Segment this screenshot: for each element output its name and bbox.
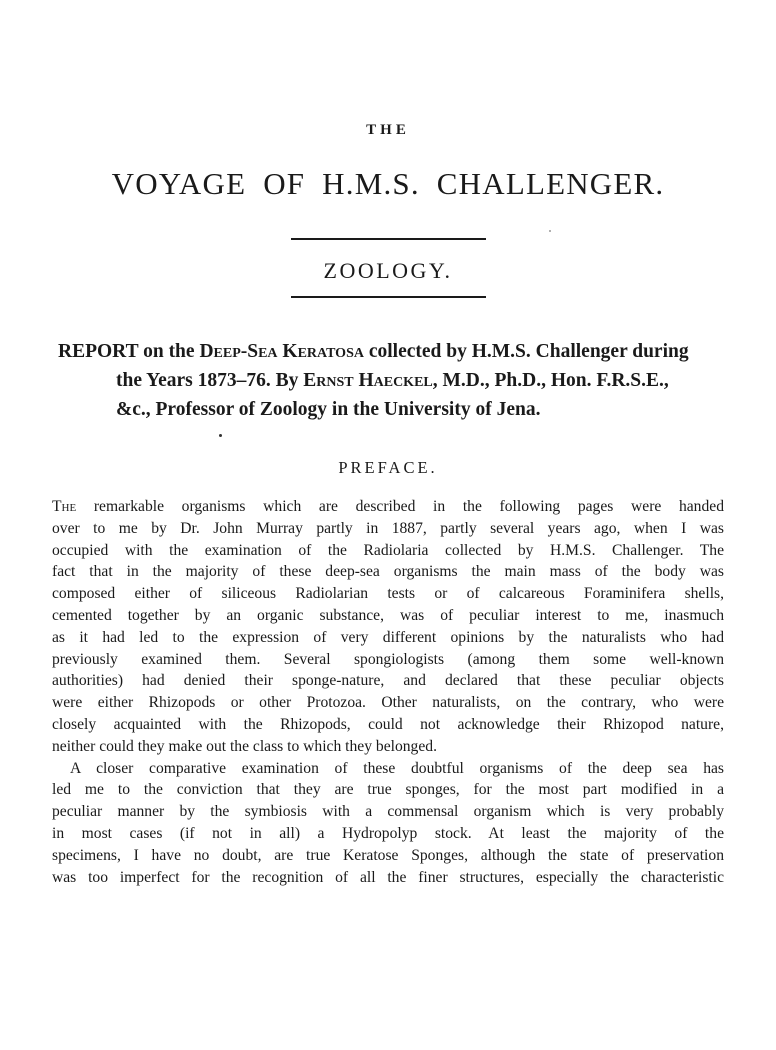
report-subject: Deep-Sea Keratosa xyxy=(199,341,364,362)
report-text: collected by H.M.S. Challenger during xyxy=(363,341,689,362)
report-text: REPORT on the xyxy=(58,341,200,362)
paragraph-line: were either Rhizopods or other Protozoa. Other naturalists, on the contrary, who were xyxy=(52,694,724,712)
paragraph-line: previously examined them. Several spongiologists (among them some well-known xyxy=(52,650,724,668)
paragraph-line: cemented together by an organic substance, was of peculiar interest to me, inasmuch xyxy=(52,606,724,624)
rule-divider-top xyxy=(291,238,486,240)
preface-heading: PREFACE. xyxy=(338,458,438,477)
paragraph-line: was too imperfect for the recognition of all the finer structures, especially the characteristic xyxy=(52,868,724,886)
print-speck xyxy=(549,230,551,232)
line-text: remarkable organisms which are described in the following pages were handed xyxy=(76,498,724,515)
series-label: THE xyxy=(366,122,410,138)
drop-word: The xyxy=(52,498,77,515)
paragraph-line: peculiar manner by the symbiosis with a commensal organism which is very probably xyxy=(52,803,724,821)
paragraph-line: specimens, I have no doubt, are true Keratose Sponges, although the state of preservation xyxy=(52,846,724,864)
report-line-3: &c., Professor of Zoology in the University of Jena. xyxy=(116,399,541,420)
report-text: , M.D., Ph.D., Hon. F.R.S.E., xyxy=(432,370,669,391)
paragraph-line: composed either of siliceous Radiolarian tests or of calcareous Foraminifera shells, xyxy=(52,585,724,603)
rule-divider-bottom xyxy=(291,296,486,298)
paragraph-line: A closer comparative examination of these doubtful organisms of the deep sea has xyxy=(70,759,724,777)
paragraph-line: led me to the conviction that they are true sponges, for the most part modified in a xyxy=(52,781,724,799)
paragraph-line: over to me by Dr. John Murray partly in 1887, partly several years ago, when I was xyxy=(52,519,724,537)
section-title: ZOOLOGY. xyxy=(323,258,453,283)
paragraph-line xyxy=(52,496,724,518)
report-author: Ernst Haeckel xyxy=(303,370,433,391)
report-heading xyxy=(58,337,738,424)
paragraph-line: neither could they make out the class to which they belonged. xyxy=(52,737,437,755)
paragraph-line: authorities) had denied their sponge-nature, and declared that these peculiar objects xyxy=(52,672,724,690)
paragraph-line: as it had led to the expression of very different opinions by the naturalists who had xyxy=(52,628,724,646)
preface-body xyxy=(52,496,724,888)
report-line-1 xyxy=(58,337,738,366)
report-text: the Years 1873–76. By xyxy=(116,370,304,391)
paragraph-line: occupied with the examination of the Radiolaria collected by H.M.S. Challenger. The xyxy=(52,541,724,559)
paragraph-line: closely acquainted with the Rhizopods, could not acknowledge their Rhizopod nature, xyxy=(52,715,724,733)
paragraph-line: fact that in the majority of these deep-sea organisms the main mass of the body was xyxy=(52,563,724,581)
print-speck xyxy=(219,434,222,437)
page-title: VOYAGE OF H.M.S. CHALLENGER. xyxy=(111,166,665,201)
report-line-2 xyxy=(58,366,738,395)
paragraph-line: in most cases (if not in all) a Hydropolyp stock. At least the majority of the xyxy=(52,824,724,842)
